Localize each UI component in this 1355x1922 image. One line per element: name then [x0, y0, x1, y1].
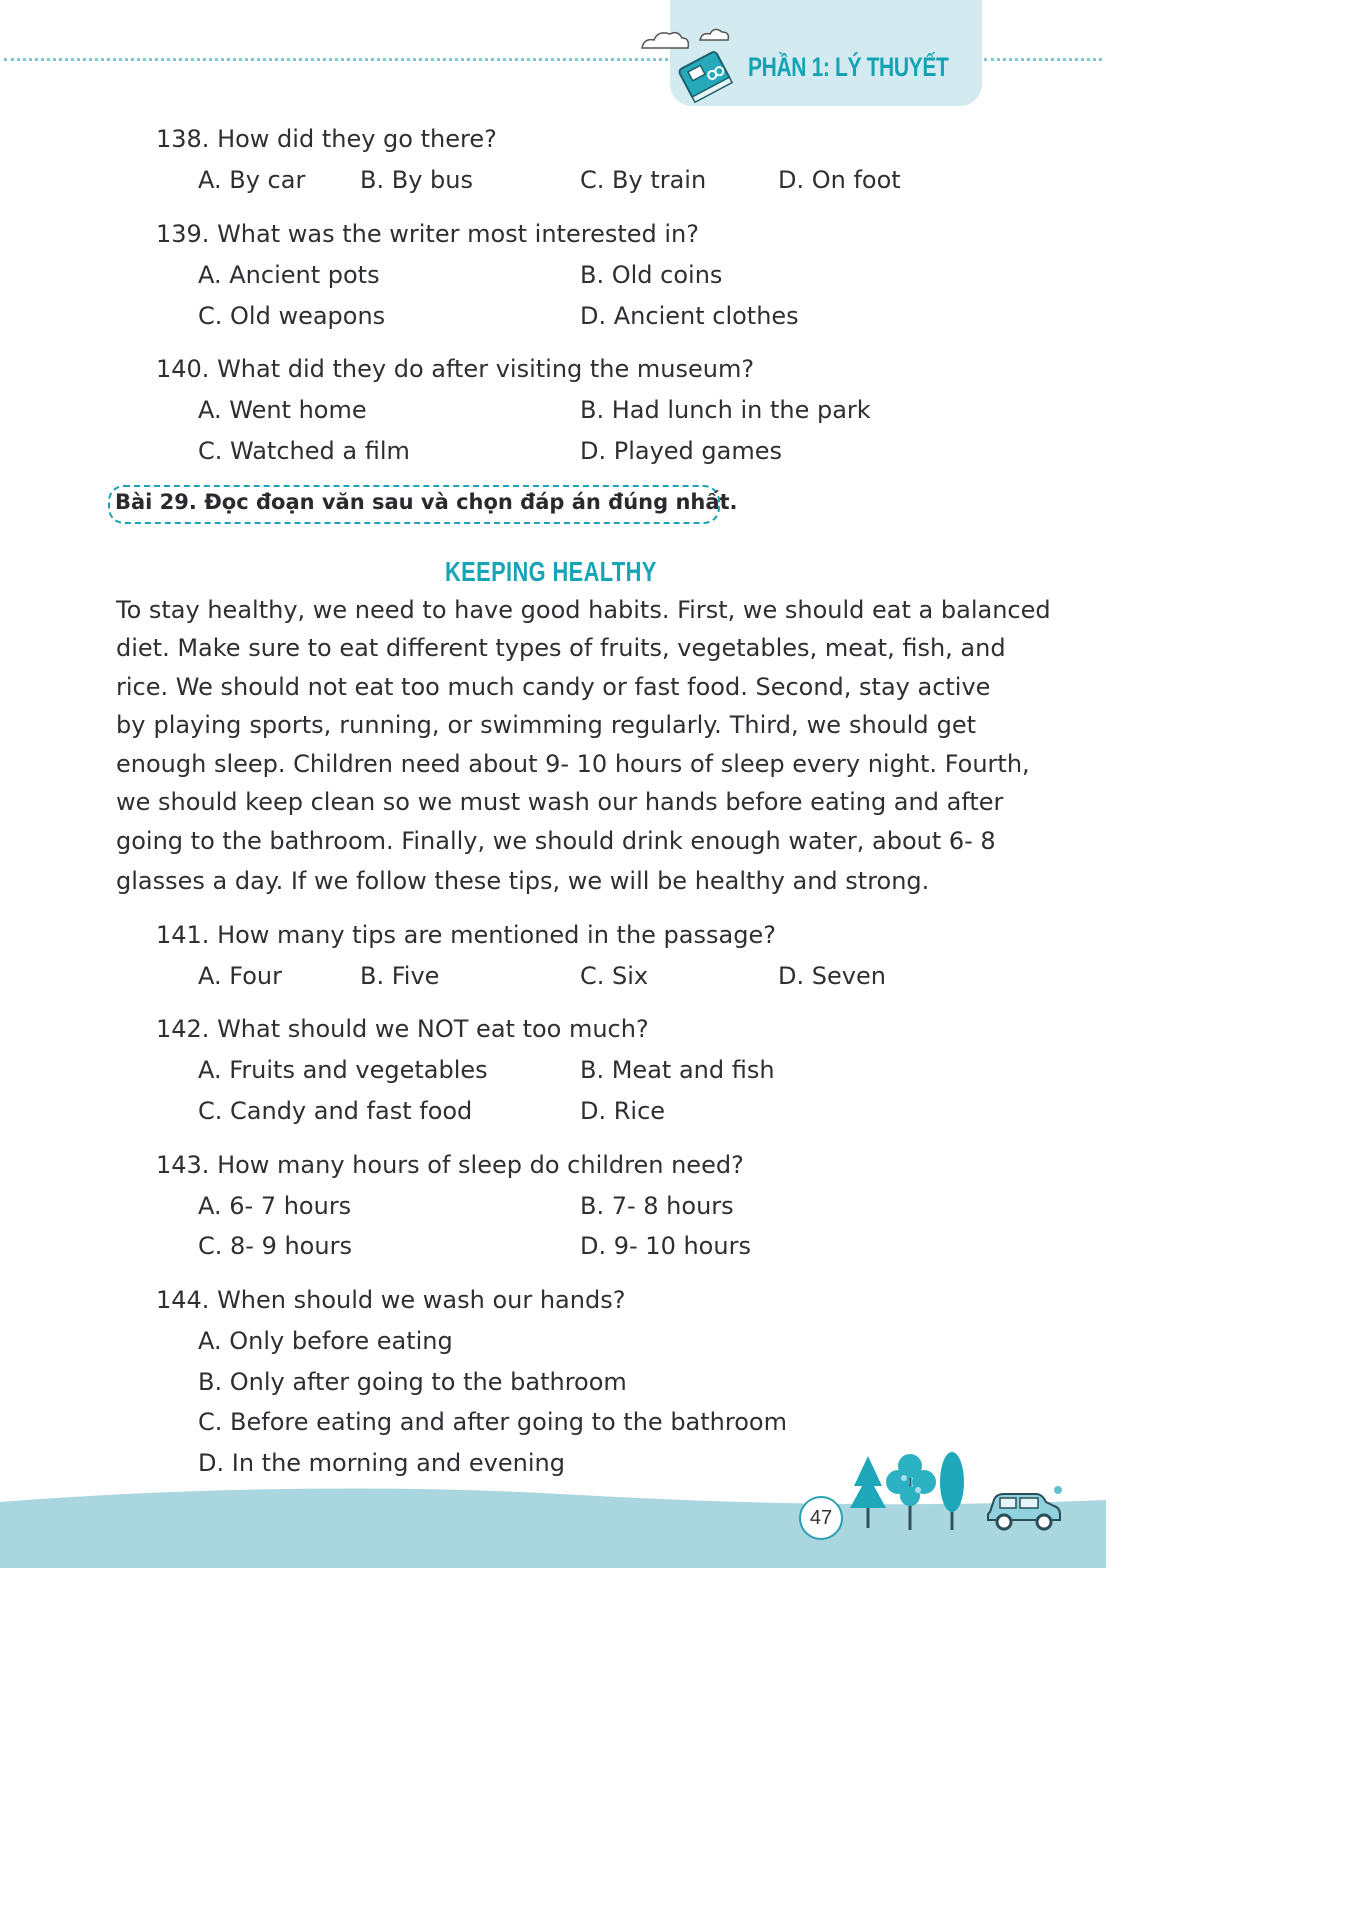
passage-line: To stay healthy, we need to have good habits. First, we should eat a balanced [116, 596, 1051, 624]
option-142-d: D. Rice [580, 1097, 666, 1125]
option-139-b: B. Old coins [580, 261, 723, 289]
option-143-d: D. 9- 10 hours [580, 1232, 751, 1260]
option-143-b: B. 7- 8 hours [580, 1192, 734, 1220]
passage-line: going to the bathroom. Finally, we should drink enough water, about 6- 8 [116, 827, 996, 855]
option-139-a: A. Ancient pots [198, 261, 380, 289]
passage-line: diet. Make sure to eat different types of fruits, vegetables, meat, fish, and [116, 634, 1006, 662]
passage-line: we should keep clean so we must wash our hands before eating and after [116, 788, 1004, 816]
question-140: 140. What did they do after visiting the museum? [156, 355, 755, 383]
option-141-b: B. Five [360, 962, 440, 990]
option-138-d: D. On foot [778, 166, 901, 194]
option-140-c: C. Watched a film [198, 437, 410, 465]
option-138-b: B. By bus [360, 166, 473, 194]
question-138: 138. How did they go there? [156, 125, 497, 153]
question-143: 143. How many hours of sleep do children need? [156, 1151, 744, 1179]
question-144: 144. When should we wash our hands? [156, 1286, 626, 1314]
trees-illustration [846, 1448, 976, 1534]
passage-line: rice. We should not eat too much candy or fast food. Second, stay active [116, 673, 991, 701]
passage-line: glasses a day. If we follow these tips, we will be healthy and strong. [116, 867, 930, 895]
option-143-a: A. 6- 7 hours [198, 1192, 352, 1220]
option-140-a: A. Went home [198, 396, 367, 424]
option-139-c: C. Old weapons [198, 302, 386, 330]
exercise-instruction: Bài 29. Đọc đoạn văn sau và chọn đáp án đúng nhất. [115, 490, 738, 514]
option-139-d: D. Ancient clothes [580, 302, 799, 330]
option-144-c: C. Before eating and after going to the bathroom [198, 1408, 787, 1436]
passage-line: enough sleep. Children need about 9- 10 hours of sleep every night. Fourth, [116, 750, 1030, 778]
header-dotted-line-left [4, 58, 668, 61]
question-142: 142. What should we NOT eat too much? [156, 1015, 649, 1043]
option-142-a: A. Fruits and vegetables [198, 1056, 488, 1084]
passage-line: by playing sports, running, or swimming regularly. Third, we should get [116, 711, 976, 739]
option-141-c: C. Six [580, 962, 649, 990]
section-title: PHẦN 1: LÝ THUYẾT [748, 52, 949, 82]
option-138-a: A. By car [198, 166, 306, 194]
header-dotted-line-right [984, 58, 1102, 61]
option-142-b: B. Meat and fish [580, 1056, 775, 1084]
book-cloud-icon [636, 24, 742, 104]
option-143-c: C. 8- 9 hours [198, 1232, 352, 1260]
question-141: 141. How many tips are mentioned in the passage? [156, 921, 776, 949]
page-number: 47 [799, 1496, 843, 1540]
question-139: 139. What was the writer most interested in? [156, 220, 699, 248]
option-144-b: B. Only after going to the bathroom [198, 1368, 627, 1396]
passage-title: KEEPING HEALTHY [445, 556, 657, 587]
option-138-c: C. By train [580, 166, 707, 194]
car-icon [984, 1480, 1064, 1534]
option-142-c: C. Candy and fast food [198, 1097, 473, 1125]
option-140-d: D. Played games [580, 437, 783, 465]
option-140-b: B. Had lunch in the park [580, 396, 871, 424]
option-144-a: A. Only before eating [198, 1327, 453, 1355]
option-144-d: D. In the morning and evening [198, 1449, 565, 1477]
option-141-d: D. Seven [778, 962, 886, 990]
option-141-a: A. Four [198, 962, 282, 990]
